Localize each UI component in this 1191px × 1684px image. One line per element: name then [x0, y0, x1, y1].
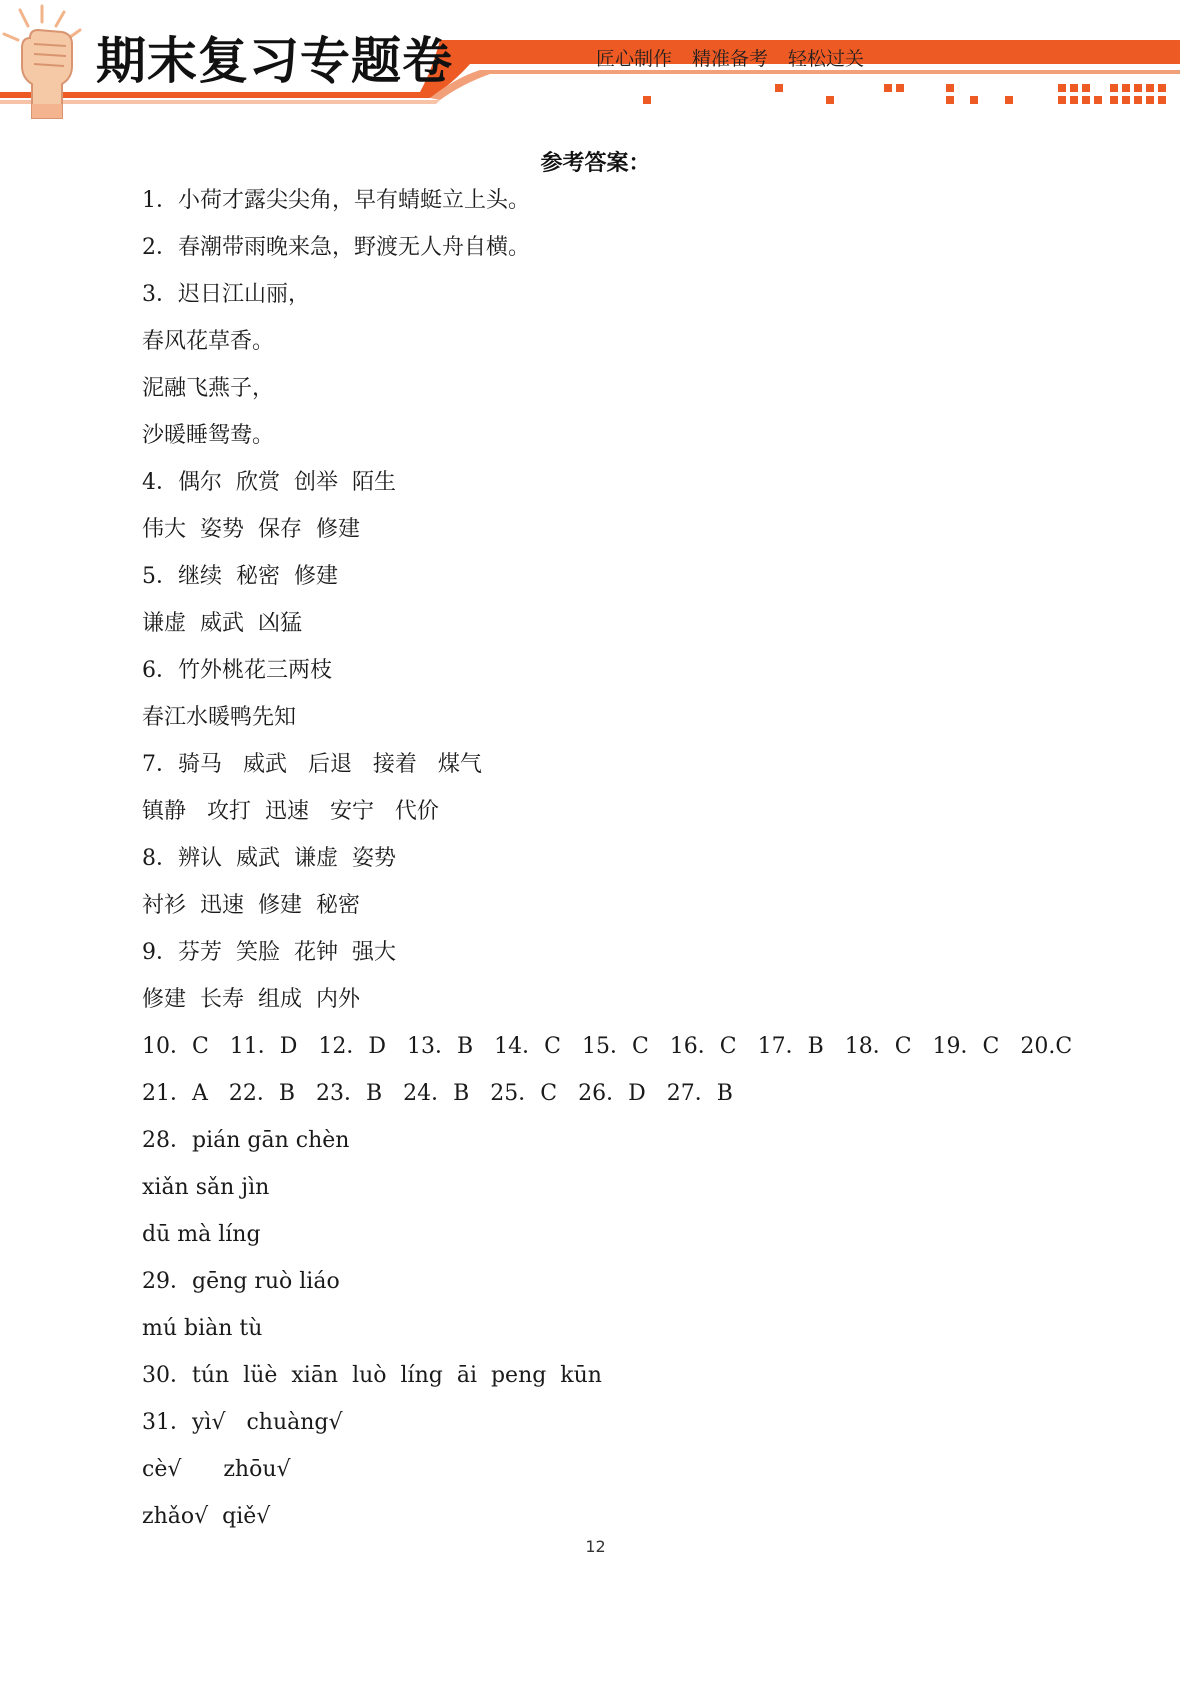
answer-line: zhǎo√ qiě√ [142, 1504, 271, 1529]
slogan-2: 精准备考 [692, 48, 769, 70]
slogan-1: 匠心制作 [596, 48, 673, 70]
answer-line: 谦虚 威武 凶猛 [142, 611, 302, 636]
answer-line: 镇静 攻打 迅速 安宁 代价 [142, 799, 439, 824]
header-title: 期末复习专题卷 [96, 32, 453, 90]
answer-line: 衬衫 迅速 修建 秘密 [142, 893, 360, 918]
answer-line: 春江水暖鸭先知 [142, 705, 297, 730]
answer-line: 伟大 姿势 保存 修建 [142, 517, 360, 542]
answer-line: 7．骑马 威武 后退 接着 煤气 [142, 752, 482, 777]
answer-line: dū mà líng [142, 1222, 261, 1247]
answer-line: 5．继续 秘密 修建 [142, 564, 338, 589]
answer-line: xiǎn sǎn jìn [142, 1175, 270, 1200]
answer-line: cè√ zhōu√ [142, 1457, 291, 1482]
answer-line: 沙暖睡鸳鸯。 [142, 423, 275, 448]
answer-line: 3．迟日江山丽， [142, 282, 310, 307]
answer-line: 修建 长寿 组成 内外 [142, 987, 360, 1012]
answer-title: 参考答案： [540, 150, 651, 176]
page-number: 12 [585, 1537, 606, 1556]
answer-line: 8．辨认 威武 谦虚 姿势 [142, 846, 396, 871]
answer-line: 31．yì√ chuàng√ [142, 1410, 343, 1435]
fist-icon [0, 0, 95, 120]
answer-line: 30．tún lüè xiān luò líng āi peng kūn [142, 1363, 602, 1388]
answer-line: 28．pián gān chèn [142, 1128, 350, 1153]
answer-line: 春风花草香。 [142, 329, 275, 354]
answer-line: 4．偶尔 欣赏 创举 陌生 [142, 470, 396, 495]
slogan-3: 轻松过关 [788, 48, 865, 70]
answer-line: mú biàn tù [142, 1316, 263, 1341]
answer-line: 2．春潮带雨晚来急，野渡无人舟自横。 [142, 235, 530, 260]
answer-line: 29．gēng ruò liáo [142, 1269, 340, 1294]
page-header [0, 0, 1191, 125]
answer-line: 1．小荷才露尖尖角，早有蜻蜓立上头。 [142, 188, 530, 213]
header-slogan [596, 44, 884, 71]
answer-list [142, 177, 1102, 1540]
answer-line: 21．A 22．B 23．B 24．B 25．C 26．D 27．B [142, 1081, 733, 1106]
answer-line: 6．竹外桃花三两枝 [142, 658, 332, 683]
answer-line: 10．C 11．D 12．D 13．B 14．C 15．C 16．C 17．B 18．C 19．C 20.C [142, 1034, 1073, 1059]
answer-line: 泥融飞燕子， [142, 376, 275, 401]
answer-line: 9．芬芳 笑脸 花钟 强大 [142, 940, 396, 965]
